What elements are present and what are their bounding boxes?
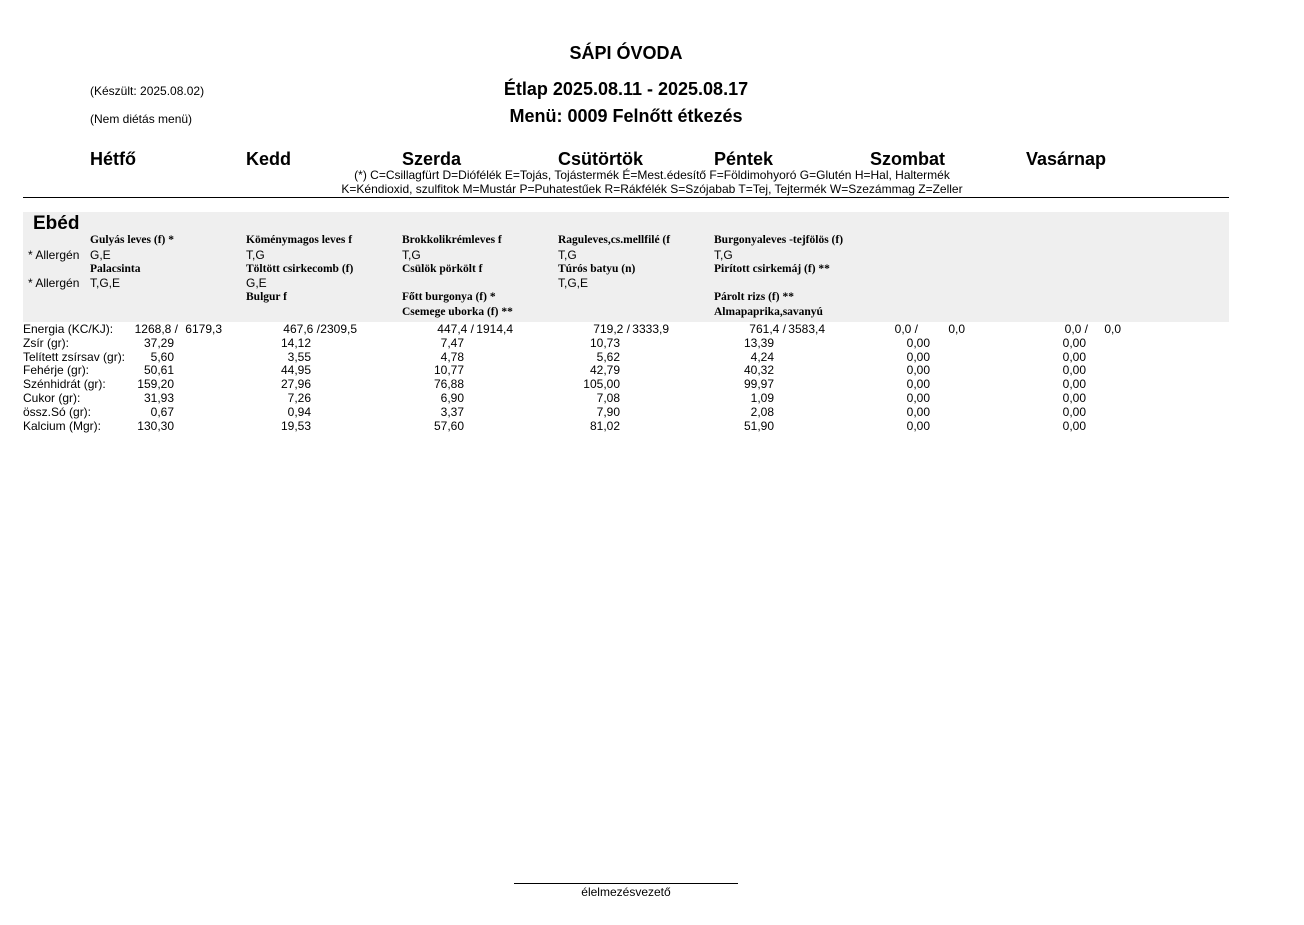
tuesday-allergen: G,E xyxy=(246,276,267,290)
nutrient-value-saturated-fat: 0,00 xyxy=(906,350,930,364)
nutrient-value-fat: 37,29 xyxy=(143,336,174,350)
nutrient-value-calcium: 0,00 xyxy=(1062,419,1086,433)
menu-subtitle: Menü: 0009 Felnőtt étkezés xyxy=(509,106,743,126)
nutrient-value-sugar: 1,09 xyxy=(750,391,774,405)
nutrient-value-carbohydrate: 27,96 xyxy=(280,377,311,391)
friday-dish: Párolt rizs (f) ** xyxy=(714,291,794,303)
day-header-thursday: Csütörtök xyxy=(558,149,643,169)
nutrient-value-carbohydrate: 76,88 xyxy=(433,377,464,391)
nutrient-label-energy: Energia (KC/KJ): xyxy=(23,322,114,336)
wednesday-dish: Főtt burgonya (f) * xyxy=(402,291,496,303)
meal-name: Ebéd xyxy=(33,213,80,234)
nutrient-value-salt: 2,08 xyxy=(750,405,774,419)
signature-label: élelmezésvezető xyxy=(581,885,671,899)
nutrient-value-protein: 0,00 xyxy=(906,363,930,377)
energy-kcal: 0,0 / xyxy=(894,322,918,336)
nutrient-value-saturated-fat: 4,24 xyxy=(750,350,774,364)
energy-kj: 0,0 xyxy=(948,322,965,336)
nutrient-value-saturated-fat: 3,55 xyxy=(287,350,311,364)
day-header-friday: Péntek xyxy=(714,149,774,169)
nutrient-value-salt: 0,00 xyxy=(1062,405,1086,419)
nutrient-value-salt: 7,90 xyxy=(596,405,620,419)
nutrient-label-carbohydrate: Szénhidrát (gr): xyxy=(23,377,106,391)
school-name: SÁPI ÓVODA xyxy=(569,43,683,63)
tuesday-allergen: T,G xyxy=(246,248,265,262)
allergen-legend-line2: K=Kéndioxid, szulfitok M=Mustár P=Puhatestűek R=Rákfélék S=Szójabab T=Tej, Tejtermék W=Szezámmag Z=Zeller xyxy=(341,182,963,196)
nutrient-value-sugar: 31,93 xyxy=(143,391,174,405)
nutrient-value-salt: 0,94 xyxy=(287,405,311,419)
nutrient-label-saturated-fat: Telített zsírsav (gr): xyxy=(23,350,126,364)
nutrient-value-fat: 0,00 xyxy=(1062,336,1086,350)
allergen-label: * Allergén xyxy=(28,248,80,262)
energy-kj: 1914,4 xyxy=(476,322,513,336)
nutrient-value-sugar: 0,00 xyxy=(906,391,930,405)
tuesday-dish: Töltött csirkecomb (f) xyxy=(246,263,354,275)
wednesday-allergen: T,G xyxy=(402,248,421,262)
nutrient-value-carbohydrate: 159,20 xyxy=(137,377,174,391)
nutrient-value-sugar: 7,26 xyxy=(287,391,311,405)
energy-kj: 0,0 xyxy=(1104,322,1121,336)
nutrient-value-salt: 3,37 xyxy=(440,405,464,419)
energy-kj: 3583,4 xyxy=(788,322,825,336)
menu-date-title: Étlap 2025.08.11 - 2025.08.17 xyxy=(503,79,749,99)
friday-dish: Pirított csirkemáj (f) ** xyxy=(714,263,830,275)
thursday-dish: Túrós batyu (n) xyxy=(558,263,636,275)
nutrient-value-saturated-fat: 5,62 xyxy=(596,350,620,364)
tuesday-dish: Köménymagos leves f xyxy=(246,234,353,246)
nutrient-value-fat: 13,39 xyxy=(743,336,774,350)
wednesday-dish: Brokkolikrémleves f xyxy=(402,234,502,246)
nutrient-value-fat: 10,73 xyxy=(589,336,620,350)
energy-kcal: 447,4 / xyxy=(437,322,474,336)
thursday-allergen: T,G xyxy=(558,248,577,262)
day-header-monday: Hétfő xyxy=(90,149,136,169)
nutrient-value-fat: 14,12 xyxy=(280,336,311,350)
thursday-dish: Raguleves,cs.mellfilé (f xyxy=(558,234,671,246)
energy-kj: 2309,5 xyxy=(320,322,357,336)
nutrient-label-fat: Zsír (gr): xyxy=(23,336,69,350)
nutrient-value-protein: 40,32 xyxy=(743,363,774,377)
nutrient-label-salt: össz.Só (gr): xyxy=(23,405,92,419)
monday-dish: Palacsinta xyxy=(90,263,141,275)
friday-dish: Burgonyaleves -tejfölös (f) xyxy=(714,234,844,246)
energy-kj: 3333,9 xyxy=(632,322,669,336)
nutrient-value-carbohydrate: 105,00 xyxy=(583,377,620,391)
nutrient-label-protein: Fehérje (gr): xyxy=(23,363,90,377)
nutrient-value-calcium: 57,60 xyxy=(433,419,464,433)
monday-allergen: G,E xyxy=(90,248,111,262)
monday-allergen: T,G,E xyxy=(90,276,121,290)
nutrient-value-calcium: 130,30 xyxy=(137,419,174,433)
nutrient-value-protein: 42,79 xyxy=(589,363,620,377)
energy-kcal: 719,2 / xyxy=(593,322,630,336)
nutrient-value-protein: 50,61 xyxy=(143,363,174,377)
monday-dish: Gulyás leves (f) * xyxy=(90,234,175,246)
energy-kcal: 761,4 / xyxy=(749,322,786,336)
nutrient-value-calcium: 81,02 xyxy=(589,419,620,433)
energy-kj: 6179,3 xyxy=(185,322,222,336)
nutrient-value-protein: 44,95 xyxy=(280,363,311,377)
nutrient-value-sugar: 6,90 xyxy=(440,391,464,405)
header-divider xyxy=(23,197,1229,198)
signature-line xyxy=(514,883,738,884)
energy-kcal: 467,6 / xyxy=(283,322,320,336)
allergen-label: * Allergén xyxy=(28,276,80,290)
friday-dish: Almapaprika,savanyú xyxy=(714,306,823,318)
nutrient-value-saturated-fat: 5,60 xyxy=(150,350,174,364)
nutrient-value-salt: 0,00 xyxy=(906,405,930,419)
nutrient-value-protein: 0,00 xyxy=(1062,363,1086,377)
thursday-allergen: T,G,E xyxy=(558,276,589,290)
energy-kcal: 1268,8 / xyxy=(134,322,178,336)
nutrient-value-fat: 0,00 xyxy=(906,336,930,350)
diet-note: (Nem diétás menü) xyxy=(90,112,193,126)
friday-allergen: T,G xyxy=(714,248,733,262)
tuesday-dish: Bulgur f xyxy=(246,291,288,303)
day-header-wednesday: Szerda xyxy=(402,149,462,169)
nutrient-value-saturated-fat: 4,78 xyxy=(440,350,464,364)
nutrient-value-sugar: 7,08 xyxy=(596,391,620,405)
day-header-sunday: Vasárnap xyxy=(1026,149,1107,169)
day-header-tuesday: Kedd xyxy=(246,149,291,169)
nutrient-label-sugar: Cukor (gr): xyxy=(23,391,81,405)
energy-kcal: 0,0 / xyxy=(1064,322,1088,336)
nutrient-value-protein: 10,77 xyxy=(433,363,464,377)
nutrient-value-sugar: 0,00 xyxy=(1062,391,1086,405)
allergen-legend-line1: (*) C=Csillagfürt D=Diófélék E=Tojás, Tojástermék É=Mest.édesítő F=Földimohyoró G=Glutén H=Hal, Haltermék xyxy=(354,168,950,182)
created-date: (Készült: 2025.08.02) xyxy=(90,84,205,98)
nutrient-value-fat: 7,47 xyxy=(440,336,464,350)
nutrient-value-carbohydrate: 0,00 xyxy=(906,377,930,391)
nutrient-value-calcium: 51,90 xyxy=(743,419,774,433)
nutrient-value-calcium: 19,53 xyxy=(280,419,311,433)
nutrient-value-calcium: 0,00 xyxy=(906,419,930,433)
nutrient-value-salt: 0,67 xyxy=(150,405,174,419)
nutrient-value-carbohydrate: 99,97 xyxy=(743,377,774,391)
nutrient-value-carbohydrate: 0,00 xyxy=(1062,377,1086,391)
nutrient-label-calcium: Kalcium (Mgr): xyxy=(23,419,102,433)
nutrient-value-saturated-fat: 0,00 xyxy=(1062,350,1086,364)
wednesday-dish: Csülök pörkölt f xyxy=(402,263,483,275)
wednesday-dish: Csemege uborka (f) ** xyxy=(402,306,513,318)
day-header-saturday: Szombat xyxy=(870,149,946,169)
